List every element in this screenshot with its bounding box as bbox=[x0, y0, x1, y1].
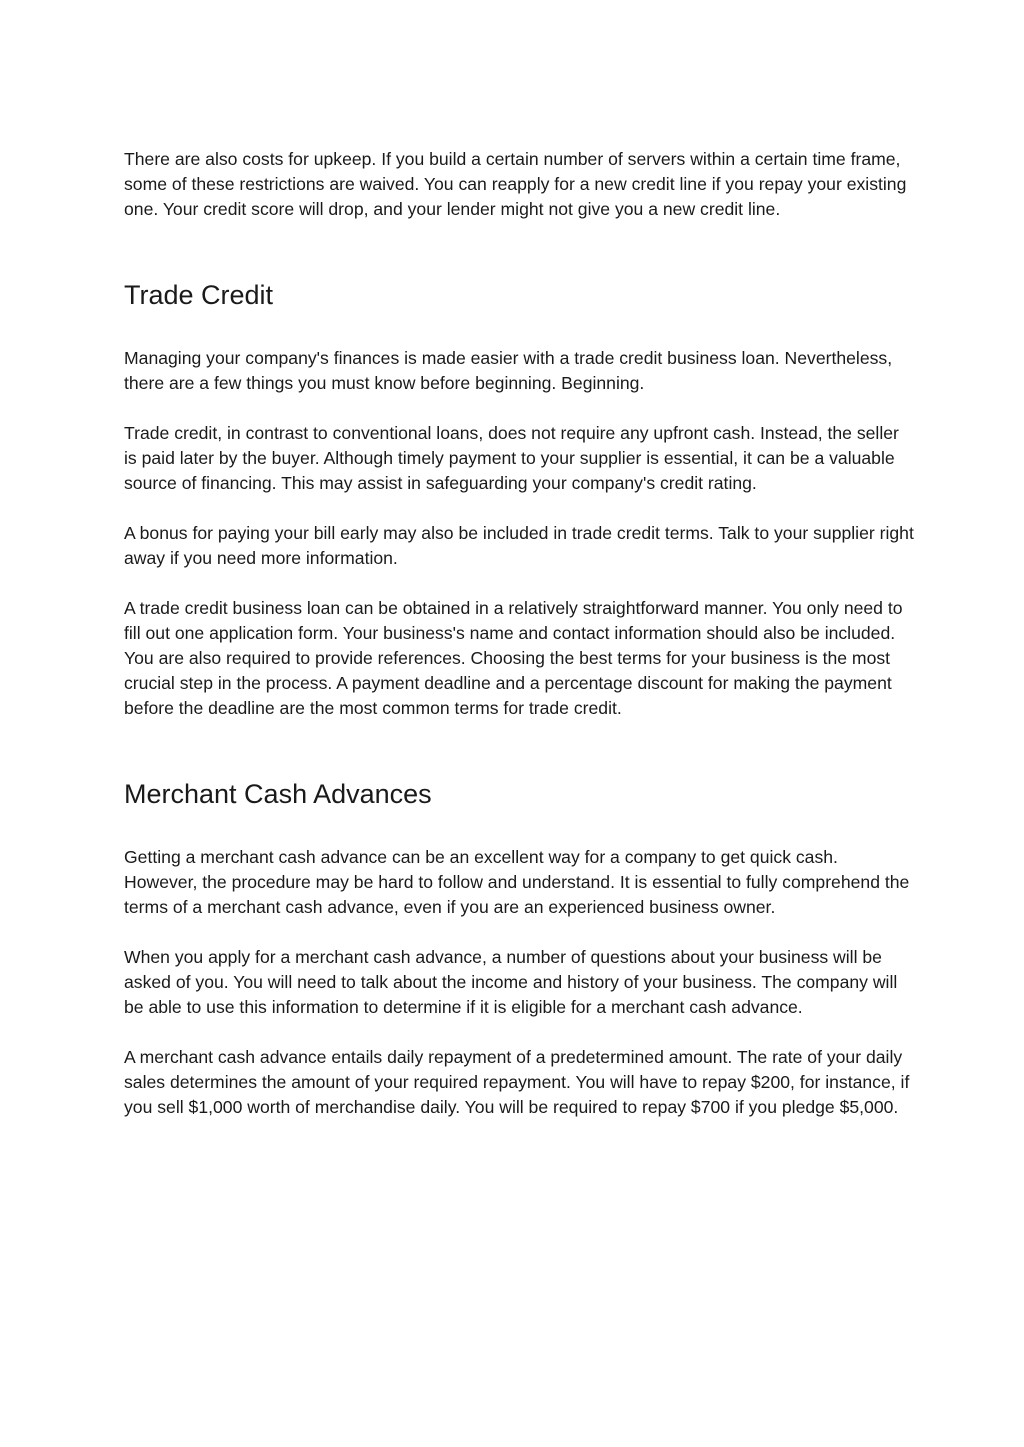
trade-credit-paragraph-2: Trade credit, in contrast to conventional loans, does not require any upfront cash. Instead, the seller is paid later by the buyer. Although timely payment to your supplier is essential, it can be a valuable source of financing. This may assist in safeguarding your company's credit rating. bbox=[124, 423, 899, 493]
trade-credit-paragraph-1: Managing your company's finances is made easier with a trade credit business loan. Nevertheless, there are a few things you must know before beginning. Beginning. bbox=[124, 348, 893, 393]
section-heading-trade-credit: Trade Credit bbox=[124, 280, 274, 310]
merchant-cash-paragraph-1: Getting a merchant cash advance can be an excellent way for a company to get quick cash. However, the procedure may be hard to follow and understand. It is essential to fully comprehend the terms of a merchant cash advance, even if you are an experienced business owner. bbox=[124, 847, 910, 917]
trade-credit-paragraph-4: A trade credit business loan can be obtained in a relatively straightforward manner. You only need to fill out one application form. Your business's name and contact information should also be included. You are also required to provide references. Choosing the best terms for your business is the most crucial step in the process. A payment deadline and a percentage discount for making the payment before the deadline are the most common terms for trade credit. bbox=[124, 598, 903, 718]
document-page bbox=[124, 147, 914, 1120]
merchant-cash-paragraph-2: When you apply for a merchant cash advance, a number of questions about your business will be asked of you. You will need to talk about the income and history of your business. The company will be able to use this information to determine if it is eligible for a merchant cash advance. bbox=[124, 947, 898, 1017]
trade-credit-paragraph-3: A bonus for paying your bill early may also be included in trade credit terms. Talk to your supplier right away if you need more information. bbox=[124, 523, 914, 568]
merchant-cash-paragraph-3: A merchant cash advance entails daily repayment of a predetermined amount. The rate of your daily sales determines the amount of your required repayment. You will have to repay $200, for instance, if you sell $1,000 worth of merchandise daily. You will be required to repay $700 if you pledge $5,000. bbox=[124, 1047, 910, 1117]
section-heading-merchant-cash-advances: Merchant Cash Advances bbox=[124, 779, 432, 809]
intro-paragraph: There are also costs for upkeep. If you build a certain number of servers within a certain time frame, some of these restrictions are waived. You can reapply for a new credit line if you repay your existing one. Your credit score will drop, and your lender might not give you a new credit line. bbox=[124, 149, 907, 219]
